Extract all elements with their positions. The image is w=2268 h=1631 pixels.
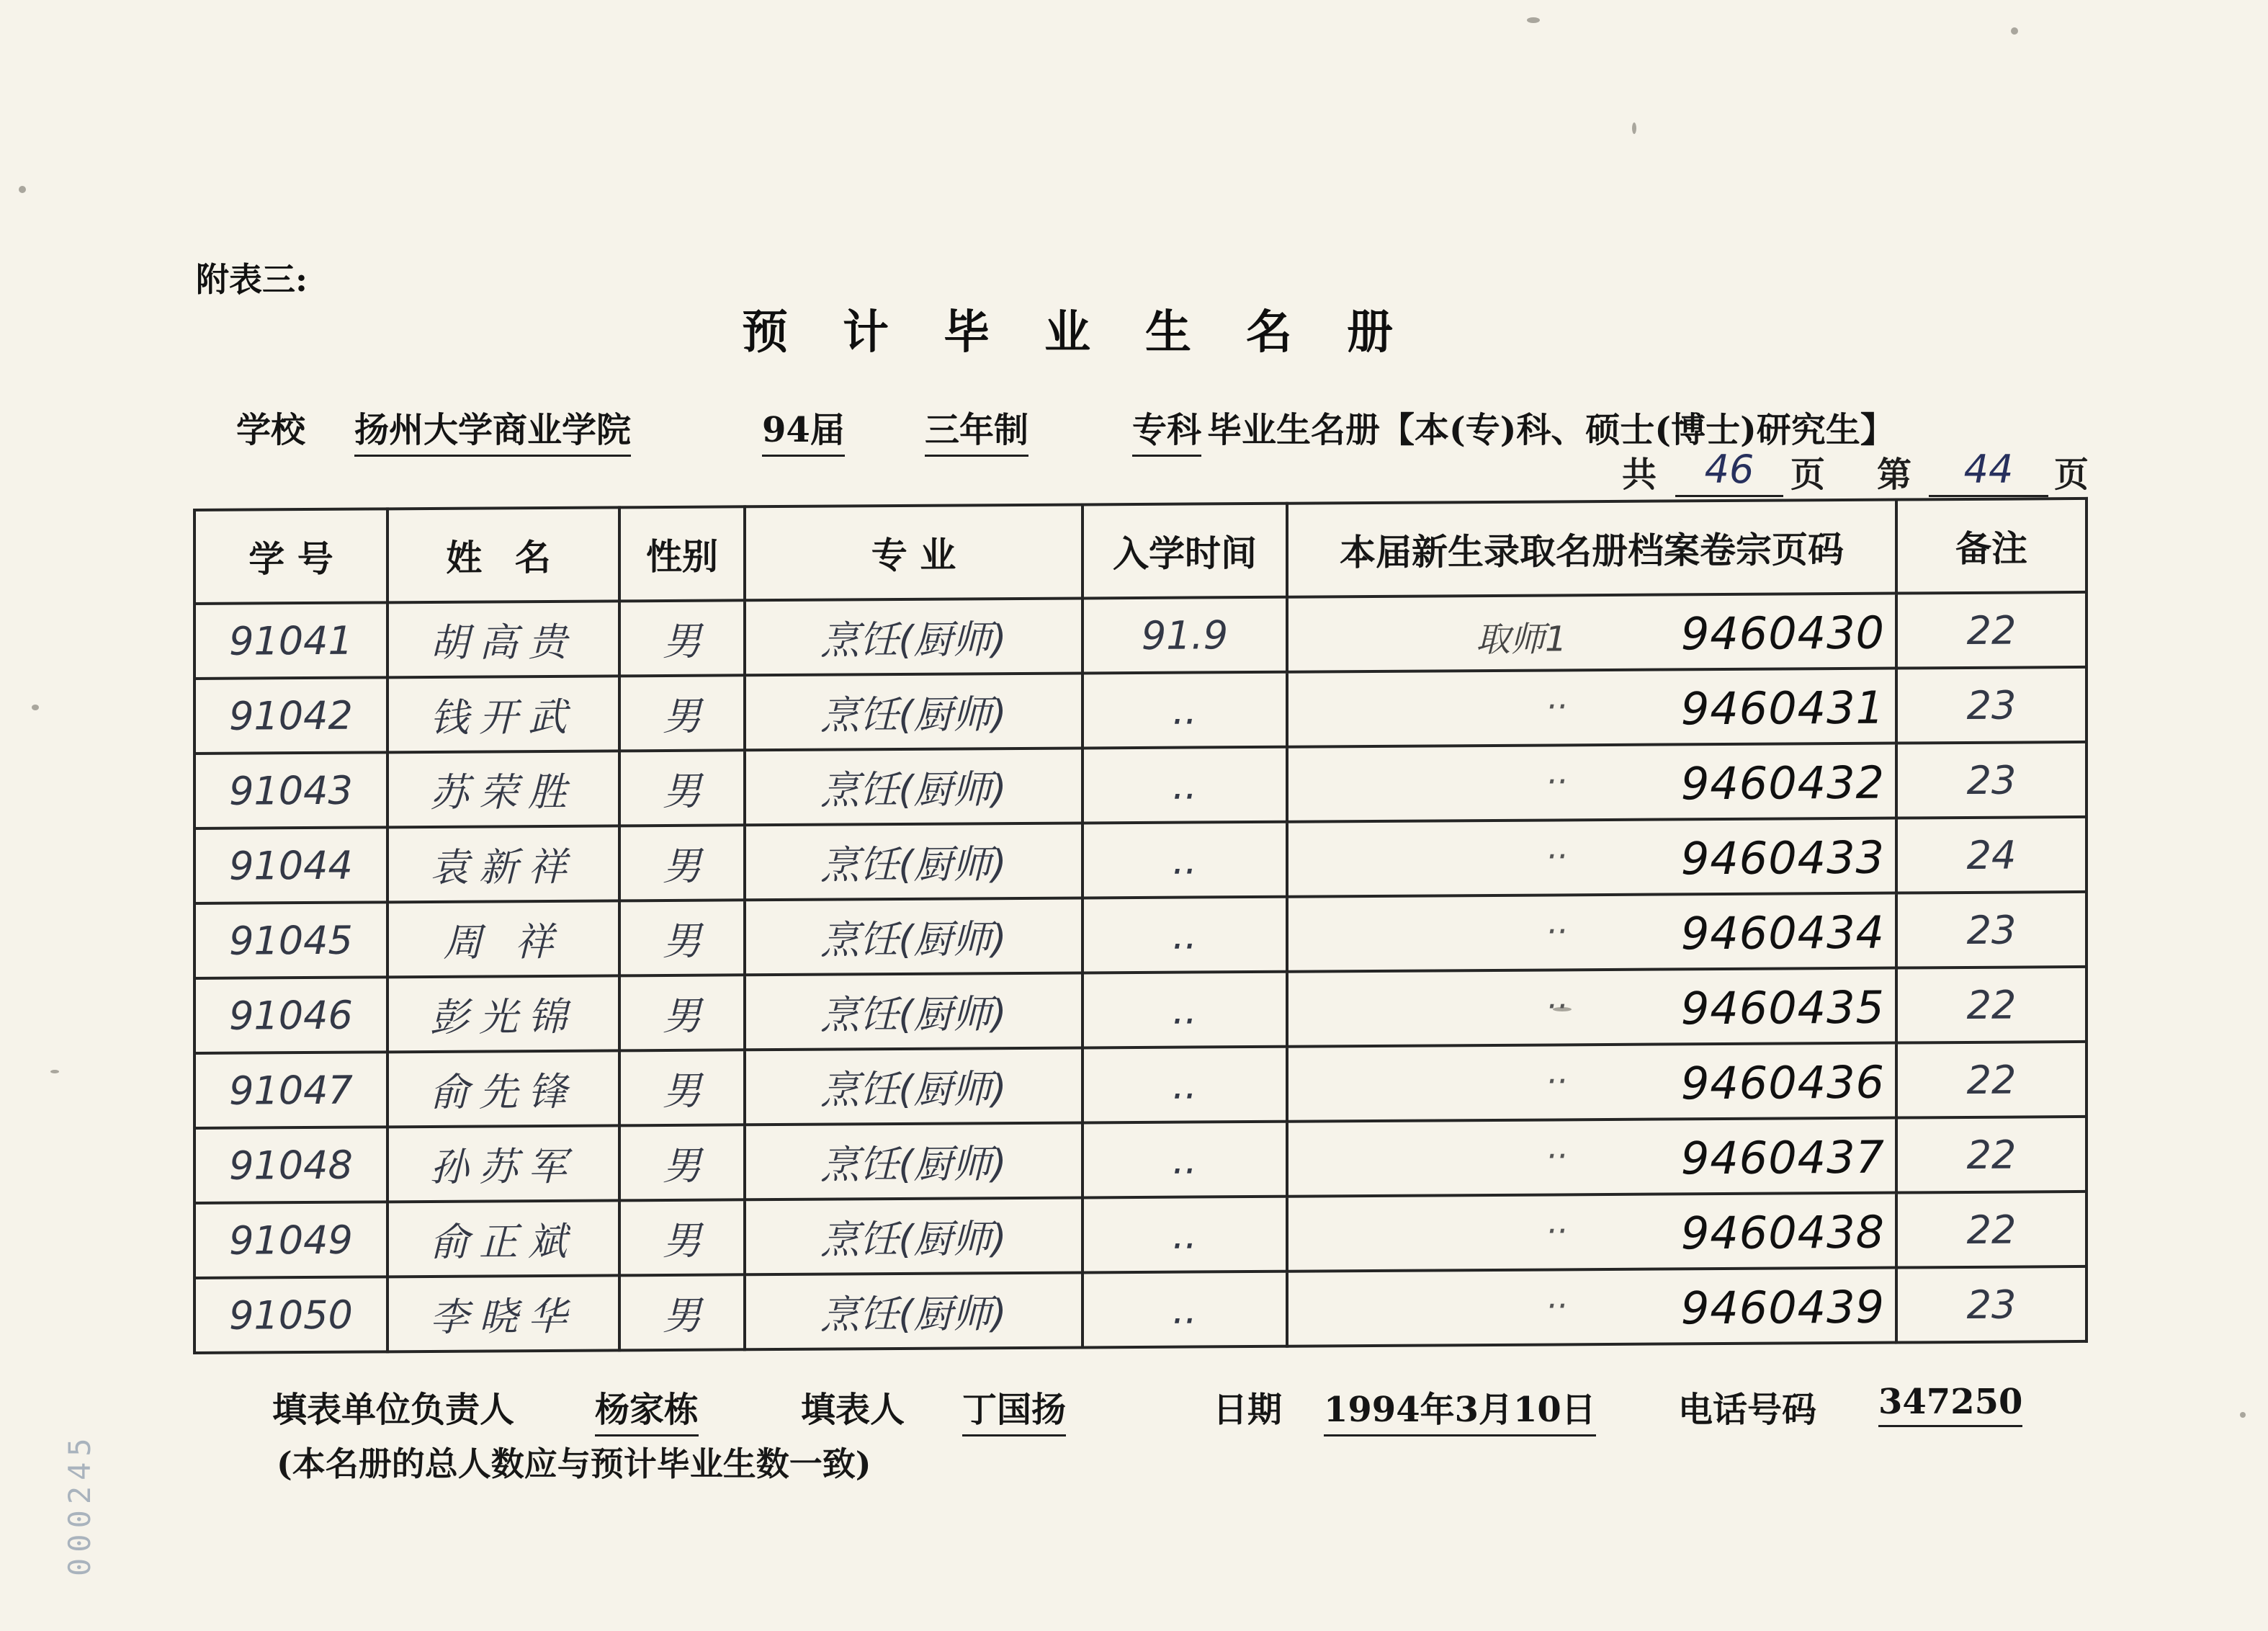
student-id-cell: 91041	[194, 602, 387, 679]
total-page-unit: 页	[1790, 455, 1826, 495]
entry-date-cell: ..	[1083, 1197, 1287, 1273]
major-cell: 烹饪(厨师)	[745, 1272, 1083, 1349]
student-name-cell: 俞先锋	[387, 1050, 619, 1127]
archive-code: 9460434	[1680, 906, 1885, 960]
entry-date-cell: ..	[1083, 897, 1287, 973]
student-name-cell: 钱开武	[387, 676, 619, 752]
student-id-cell: 91048	[194, 1127, 387, 1203]
note-cell: 23	[1896, 1266, 2087, 1343]
student-name-cell: 周 祥	[387, 901, 619, 977]
major-cell: 烹饪(厨师)	[745, 748, 1083, 825]
archive-page-cell	[1287, 594, 1896, 672]
date-label: 日期	[1213, 1390, 1283, 1430]
ditto-mark: ..	[1548, 1202, 1569, 1241]
student-id-cell: 91047	[194, 1052, 387, 1128]
student-name-cell: 袁新祥	[387, 826, 619, 902]
graduate-table	[193, 497, 2088, 1354]
archive-code: 9460431	[1680, 681, 1885, 736]
major-cell: 烹饪(厨师)	[745, 973, 1083, 1050]
major-cell: 烹饪(厨师)	[745, 1197, 1083, 1274]
ditto-mark: ..	[1548, 677, 1569, 717]
ditto-mark: ..	[1548, 902, 1569, 942]
archive-code: 9460432	[1680, 756, 1885, 810]
column-header-note: 备注	[1896, 499, 2087, 594]
archive-page-cell	[1287, 743, 1896, 822]
note-cell: 22	[1896, 1117, 2087, 1193]
note-cell: 23	[1896, 742, 2087, 818]
total-label: 共	[1622, 455, 1657, 495]
leader-name: 杨家栋	[595, 1382, 699, 1436]
page-title: 预计毕业生名册	[742, 305, 1448, 359]
gender-cell: 男	[619, 600, 745, 676]
major-cell: 烹饪(厨师)	[745, 1047, 1083, 1125]
column-header-name: 姓 名	[387, 507, 619, 602]
entry-date-cell: ..	[1083, 1122, 1287, 1198]
table-row	[194, 1266, 2087, 1353]
ditto-mark: ..	[1548, 752, 1569, 792]
column-header-gender: 性别	[619, 506, 745, 601]
date-value: 1994年3月10日	[1324, 1382, 1596, 1436]
entry-date-cell: ..	[1083, 1047, 1287, 1123]
filler-name: 丁国扬	[962, 1382, 1066, 1436]
school-name: 扬州大学商业学院	[354, 402, 631, 457]
note-cell: 22	[1896, 592, 2087, 669]
student-id-cell: 91045	[194, 902, 387, 978]
student-id-cell: 91050	[194, 1277, 387, 1353]
archive-code: 9460430	[1680, 606, 1885, 661]
major-cell: 烹饪(厨师)	[745, 898, 1083, 975]
table-row	[194, 667, 2087, 754]
column-header-archive-page: 本届新生录取名册档案卷宗页码	[1287, 500, 1896, 597]
ditto-mark: ..	[1548, 977, 1569, 1016]
gender-cell: 男	[619, 1274, 745, 1350]
current-label: 第	[1877, 455, 1912, 495]
archive-page-cell	[1287, 1118, 1896, 1197]
archive-handwritten-mark: 取师1	[1476, 619, 1567, 661]
ditto-mark: ..	[1548, 1052, 1569, 1091]
gender-cell: 男	[619, 1050, 745, 1125]
archive-page-cell	[1287, 1193, 1896, 1272]
filler-label: 填表人	[801, 1390, 905, 1430]
current-page-unit: 页	[2054, 455, 2089, 495]
table-row	[194, 1042, 2087, 1128]
entry-date-cell: ..	[1083, 972, 1287, 1048]
ditto-mark: ..	[1548, 1277, 1569, 1316]
archive-page-cell	[1287, 669, 1896, 747]
ditto-mark: ..	[1548, 1127, 1569, 1166]
table-row	[194, 967, 2087, 1053]
major-cell: 烹饪(厨师)	[745, 1122, 1083, 1199]
program-length: 三年制	[925, 402, 1028, 457]
column-header-entry-date: 入学时间	[1083, 504, 1287, 599]
level: 专科	[1132, 402, 1201, 457]
gender-cell: 男	[619, 825, 745, 901]
footnote: (本名册的总人数应与预计毕业生数一致)	[277, 1444, 871, 1483]
note-cell: 23	[1896, 892, 2087, 968]
archive-code: 9460437	[1680, 1130, 1885, 1185]
student-id-cell: 91044	[194, 827, 387, 903]
school-label: 学校	[236, 410, 306, 450]
archive-code: 9460438	[1680, 1205, 1885, 1260]
student-id-cell: 91046	[194, 977, 387, 1053]
gender-cell: 男	[619, 900, 745, 975]
leader-label: 填表单位负责人	[272, 1390, 515, 1430]
student-name-cell: 孙苏军	[387, 1125, 619, 1202]
phone-value: 347250	[1878, 1382, 2022, 1427]
archive-page-cell	[1287, 1043, 1896, 1122]
archive-page-cell	[1287, 893, 1896, 972]
table-row	[194, 592, 2087, 679]
table-row	[194, 817, 2087, 903]
major-cell: 烹饪(厨师)	[745, 823, 1083, 900]
note-cell: 22	[1896, 967, 2087, 1043]
archive-code: 9460435	[1680, 980, 1885, 1035]
archive-page-cell	[1287, 968, 1896, 1047]
entry-date-cell: 91.9	[1083, 597, 1287, 674]
student-name-cell: 胡高贵	[387, 601, 619, 677]
cohort: 94届	[762, 402, 845, 457]
table-row	[194, 742, 2087, 828]
student-id-cell: 91042	[194, 677, 387, 754]
student-name-cell: 李晓华	[387, 1275, 619, 1351]
register-label: 毕业生名册【本(专)科、硕士(博士)研究生】	[1207, 410, 1895, 450]
table-row	[194, 1192, 2087, 1278]
gender-cell: 男	[619, 975, 745, 1050]
gender-cell: 男	[619, 750, 745, 826]
student-id-cell: 91049	[194, 1202, 387, 1278]
column-header-major: 专 业	[745, 504, 1083, 600]
archive-code: 9460439	[1680, 1280, 1885, 1335]
column-header-student-id: 学 号	[194, 509, 387, 604]
table-row	[194, 892, 2087, 978]
note-cell: 22	[1896, 1192, 2087, 1268]
archive-page-cell	[1287, 818, 1896, 897]
appendix-label: 附表三:	[196, 260, 308, 299]
total-pages: 46	[1675, 447, 1783, 497]
entry-date-cell: ..	[1083, 1272, 1287, 1348]
gender-cell: 男	[619, 1125, 745, 1200]
phone-label: 电话号码	[1678, 1390, 1817, 1430]
entry-date-cell: ..	[1083, 672, 1287, 749]
archive-code: 9460433	[1680, 831, 1885, 885]
entry-date-cell: ..	[1083, 747, 1287, 823]
archive-code: 9460436	[1680, 1055, 1885, 1110]
note-cell: 24	[1896, 817, 2087, 893]
gender-cell: 男	[619, 675, 745, 751]
table-header-row	[194, 499, 2087, 604]
gender-cell: 男	[619, 1199, 745, 1275]
table-row	[194, 1117, 2087, 1203]
major-cell: 烹饪(厨师)	[745, 598, 1083, 675]
student-name-cell: 苏荣胜	[387, 751, 619, 827]
entry-date-cell: ..	[1083, 822, 1287, 898]
student-id-cell: 91043	[194, 752, 387, 828]
note-cell: 22	[1896, 1042, 2087, 1118]
ditto-mark: ..	[1548, 827, 1569, 867]
archive-stamp-number: 000245	[62, 1432, 97, 1576]
archive-page-cell	[1287, 1268, 1896, 1346]
note-cell: 23	[1896, 667, 2087, 743]
major-cell: 烹饪(厨师)	[745, 673, 1083, 750]
student-name-cell: 俞正斌	[387, 1200, 619, 1277]
student-name-cell: 彭光锦	[387, 975, 619, 1052]
current-page: 44	[1929, 447, 2048, 497]
